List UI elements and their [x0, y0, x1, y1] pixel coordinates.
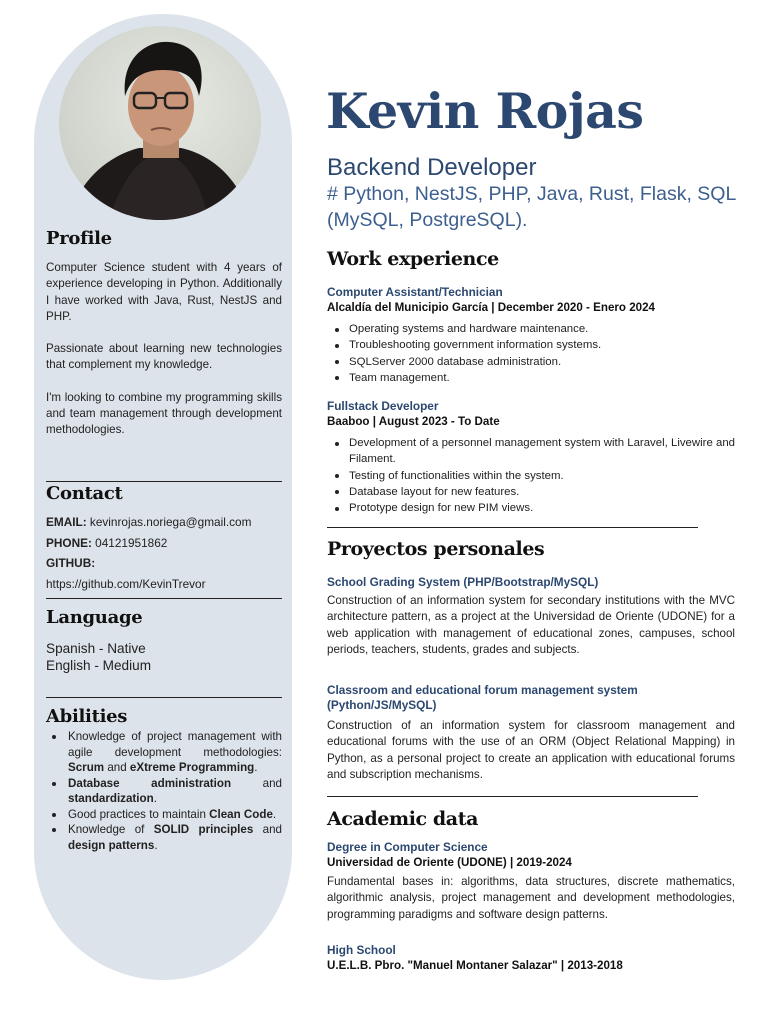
- degree-description: Fundamental bases in: algorithms, data structures, discrete mathematics, algorithmic analysis, project management and development methodologies, programming paradigms and software design patterns.: [327, 875, 735, 921]
- language-item: English - Medium: [46, 658, 152, 673]
- abilities-list: [46, 729, 282, 853]
- bullet-item: Operating systems and hardware maintenance.: [327, 321, 735, 337]
- bullet-item: Testing of functionalities within the system.: [327, 468, 735, 484]
- academic-heading: Academic data: [327, 808, 478, 830]
- divider: [327, 796, 698, 797]
- bullet-item: Database layout for new features.: [327, 484, 735, 500]
- bullet-item: SQLServer 2000 database administration.: [327, 354, 735, 370]
- github-label: GITHUB:: [46, 556, 96, 570]
- language-heading: Language: [46, 607, 143, 628]
- project-title: Classroom and educational forum management system (Python/JS/MySQL): [327, 683, 638, 712]
- project-entry: [327, 683, 735, 784]
- github-link[interactable]: https://github.com/KevinTrevor: [46, 576, 206, 591]
- divider: [327, 527, 698, 528]
- phone-label: PHONE:: [46, 535, 92, 550]
- abilities-heading: Abilities: [46, 706, 128, 727]
- divider: [46, 481, 282, 482]
- job-entry: [327, 399, 735, 516]
- profile-paragraph: I'm looking to combine my programming skills and team management through development methodologies.: [46, 390, 282, 437]
- github-label-line: [46, 553, 282, 574]
- profile-section: [46, 260, 282, 439]
- ability-item: Database administration and standardization.: [46, 776, 282, 807]
- job-company: Baaboo | August 2023 - To Date: [327, 415, 500, 428]
- job-entry: [327, 285, 735, 386]
- bullet-item: Troubleshooting government information systems.: [327, 337, 735, 353]
- contact-heading: Contact: [46, 483, 123, 504]
- ability-item: Good practices to maintain Clean Code.: [46, 807, 282, 823]
- profile-heading: Profile: [46, 228, 112, 249]
- bullet-item: Development of a personnel management system with Laravel, Livewire and Filament.: [327, 435, 735, 468]
- bullet-item: Prototype design for new PIM views.: [327, 500, 735, 516]
- language-item: Spanish - Native: [46, 641, 146, 656]
- email-label: EMAIL:: [46, 515, 87, 529]
- ability-item: Knowledge of project management with agile development methodologies: Scrum and eXtreme Programming.: [46, 729, 282, 776]
- job-role: Backend Developer: [327, 154, 537, 181]
- work-heading: Work experience: [327, 248, 499, 270]
- profile-paragraph: Passionate about learning new technologies that complement my knowledge.: [46, 342, 282, 372]
- contact-phone: [46, 533, 282, 554]
- job-company: Alcaldía del Municipio García | December 2020 - Enero 2024: [327, 301, 656, 314]
- projects-heading: Proyectos personales: [327, 538, 545, 560]
- tech-stack: # Python, NestJS, PHP, Java, Rust, Flask, SQL (MySQL, PostgreSQL).: [327, 183, 736, 231]
- bullet-item: Team management.: [327, 370, 735, 386]
- divider: [46, 598, 282, 599]
- project-entry: [327, 575, 735, 659]
- academic-entry: [327, 943, 735, 973]
- job-title: Fullstack Developer: [327, 399, 439, 413]
- degree-institution: Universidad de Oriente (UDONE) | 2019-2024: [327, 856, 572, 869]
- degree-title: Degree in Computer Science: [327, 840, 488, 854]
- job-bullets: [327, 435, 735, 516]
- degree-title: High School: [327, 943, 396, 957]
- project-title: School Grading System (PHP/Bootstrap/MySQL): [327, 575, 599, 589]
- contact-section: [46, 512, 282, 594]
- project-description: Construction of an information system for classroom management and educational forums with the use of an ORM (Object Relational Mapping) in Python, as a personal project to create an application with educational forums and subscription mechanisms.: [327, 719, 735, 782]
- phone-value: 04121951862: [95, 535, 168, 550]
- ability-item: Knowledge of SOLID principles and design patterns.: [46, 822, 282, 853]
- project-description: Construction of an information system for secondary institutions with the MVC architecture pattern, as a project at the Universidad de Oriente (UDONE) for a web application with management of educational zones, campuses, school periods, teachers, students, grades and subjects.: [327, 594, 735, 657]
- job-title: Computer Assistant/Technician: [327, 285, 503, 299]
- job-bullets: [327, 321, 735, 386]
- divider: [46, 697, 282, 698]
- degree-institution: U.E.L.B. Pbro. "Manuel Montaner Salazar" | 2013-2018: [327, 959, 623, 972]
- profile-paragraph: Computer Science student with 4 years of experience developing in Python. Additionally I have worked with Java, Rust, NestJS and PHP.: [46, 261, 282, 323]
- contact-email: [46, 512, 282, 533]
- email-value[interactable]: kevinrojas.noriega@gmail.com: [89, 515, 252, 529]
- profile-photo: [59, 26, 261, 220]
- language-section: [46, 640, 282, 674]
- academic-entry: [327, 840, 735, 923]
- candidate-name: Kevin Rojas: [326, 82, 644, 140]
